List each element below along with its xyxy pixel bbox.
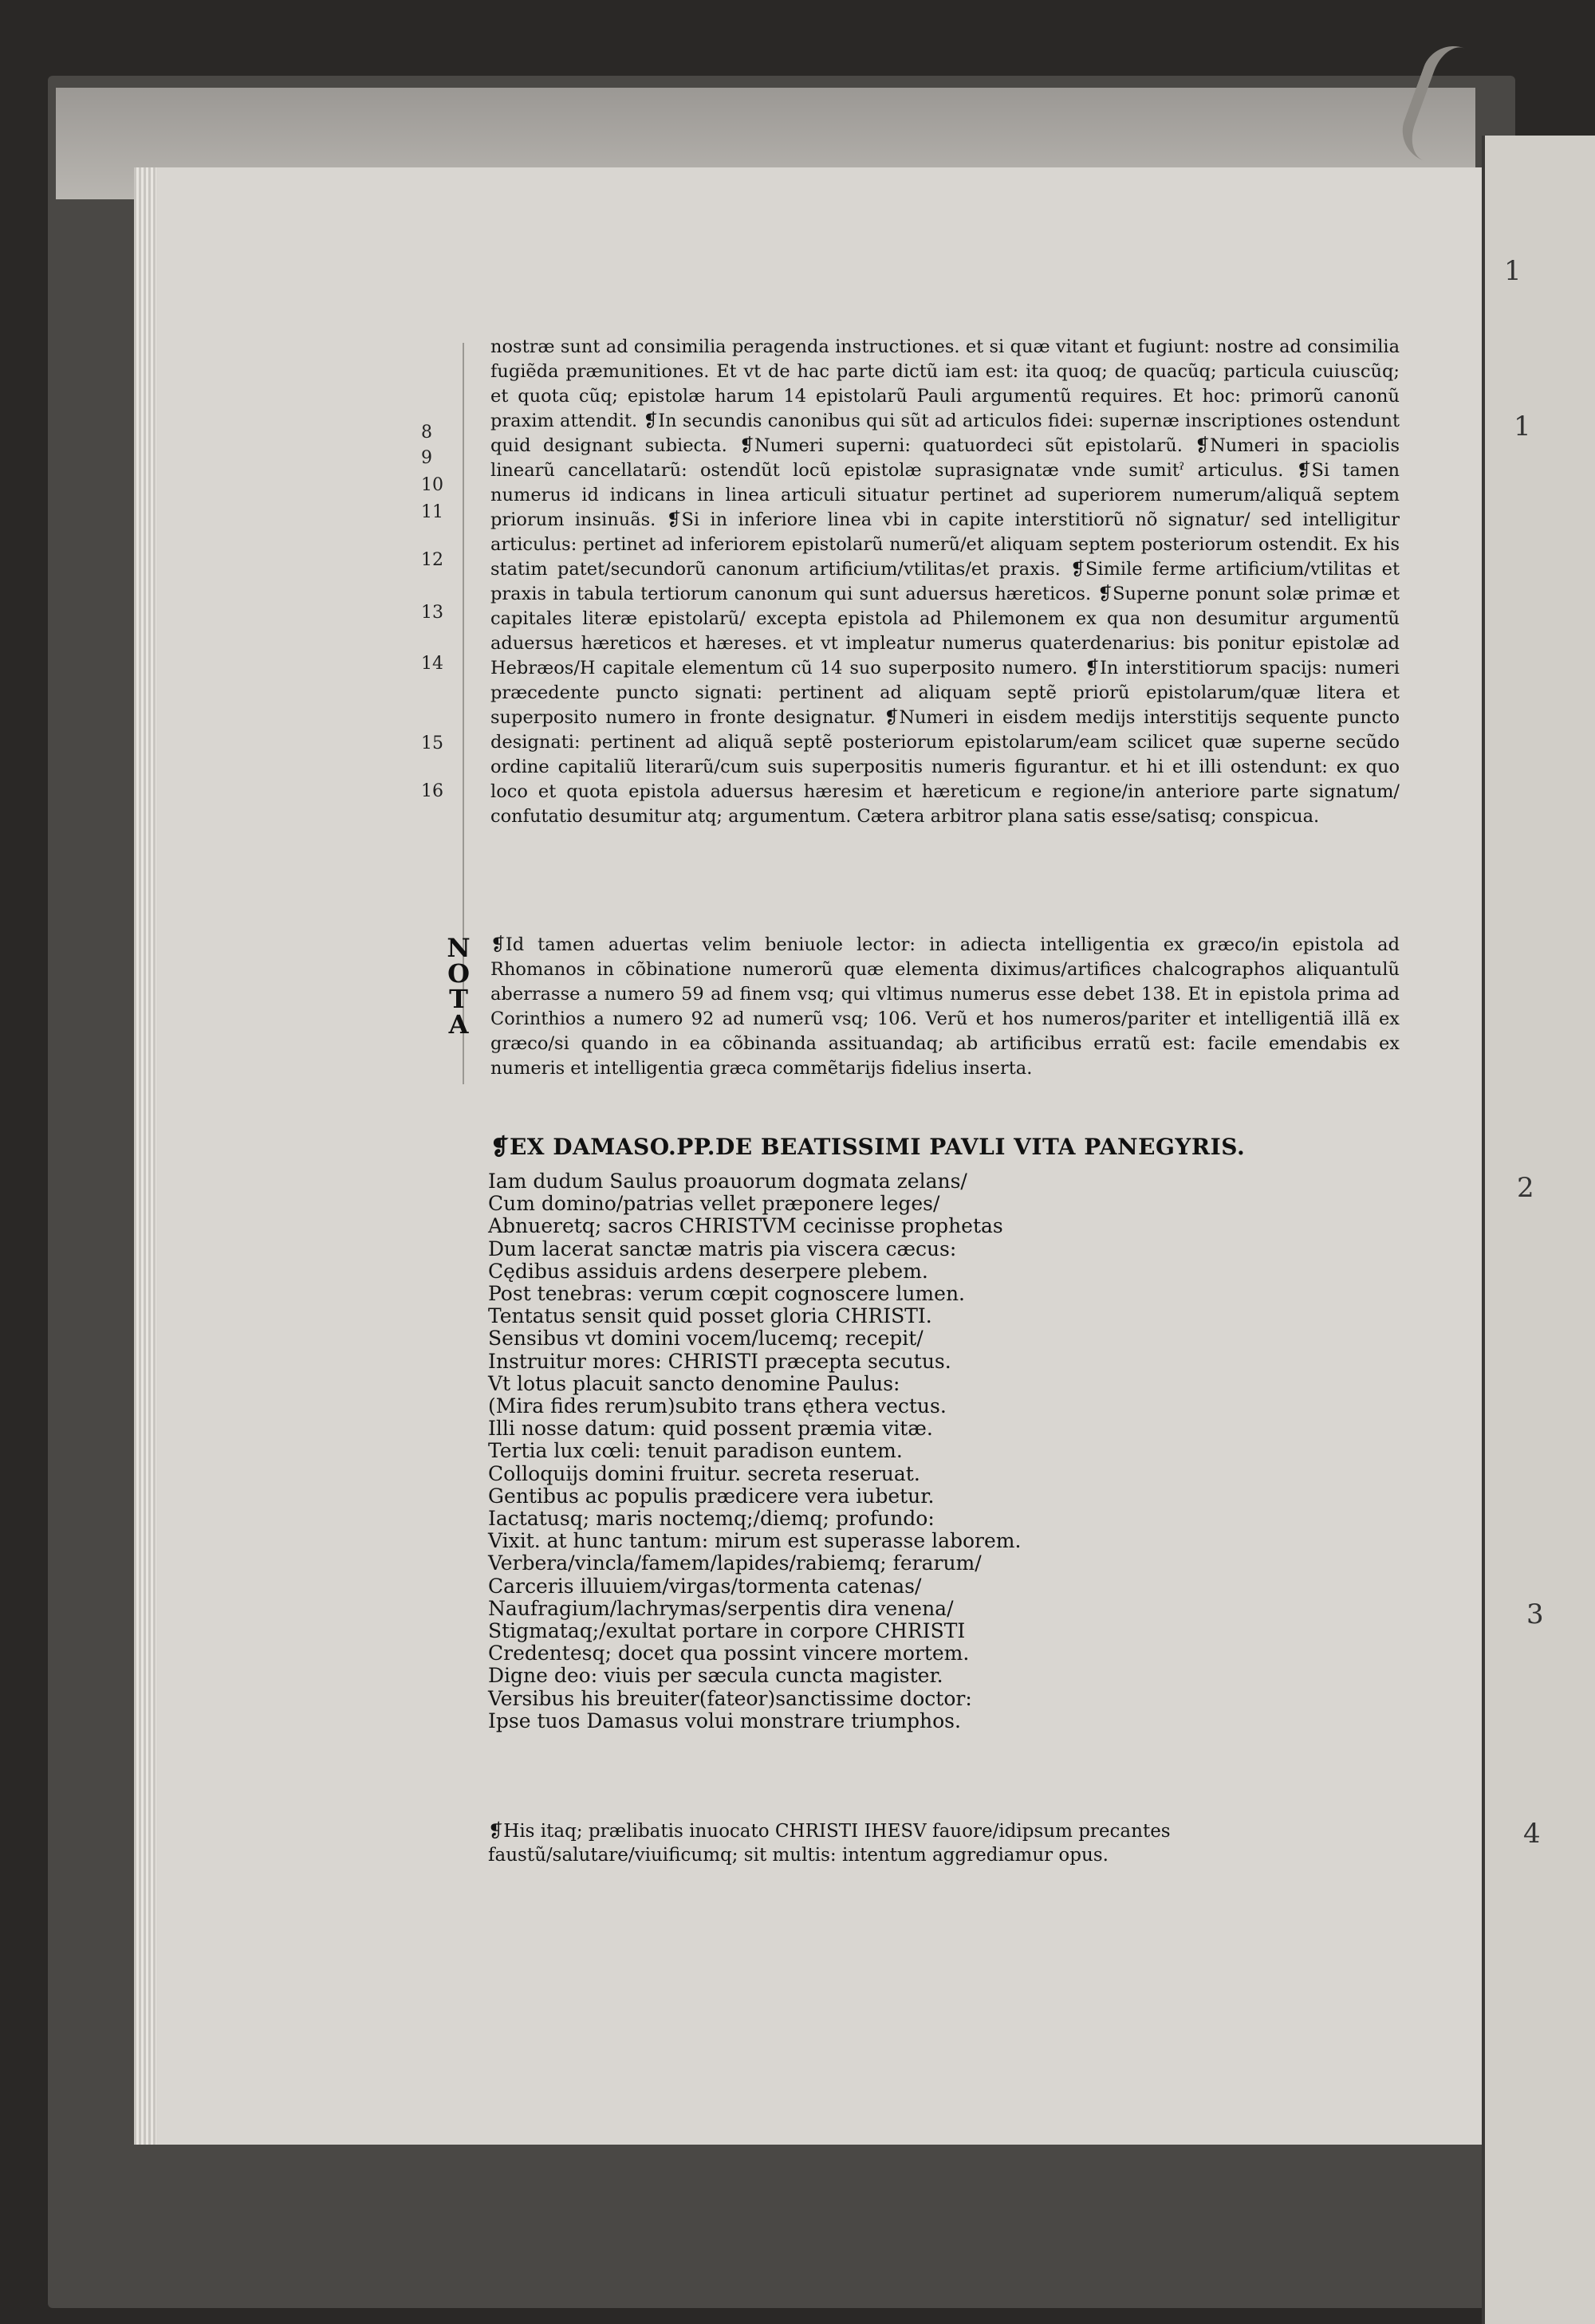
right-page-mark: 1 [1514,411,1531,442]
right-page-edge [1482,136,1595,2324]
margin-number: 8 [421,423,432,442]
margin-number: 9 [421,448,432,468]
commentary-paragraph: nostræ sunt ad consimilia peragenda instructiones. et si quæ vitant et fugiunt: nostre ad consimilia fugiẽda præmunitiones. Et vt de hac parte dictũ iam est: ita quoq; de quacũq; particula cuiuscũq; et quota cũq; epistolæ harum 14 epistolarũ Pauli argumentũ requires. Et hoc: primorũ canonũ praxim attendit. ❡In secundis canonibus qui sũt ad articulos fidei: supernæ inscriptiones ostendunt quid designant subiecta. ❡Numeri superni: quatuordeci sũt epistolarũ. ❡Numeri in spaciolis linearũ cancellatarũ: ostendũt locũ epistolæ suprasignatæ vnde sumitˀ articulus. ❡Si tamen numerus id indicans in linea articuli situatur pertinet ad superiorem numerum/aliquã septem priorum insinuãs. ❡Si in inferiore linea vbi in capite interstitiorũ nõ signatur/ sed intelligitur articulus: pertinet ad inferiorem epistolarũ numerũ/et aliquam septem posteriorum ostendit. Ex his statim patet/secundorũ canonum artificium/vtilitas/et praxis. ❡Simile ferme artificium/vtilitas et praxis in tabula tertiorum canonum qui sunt aduersus hæreticos. ❡Superne ponunt solæ primæ et capitales literæ epistolarũ/ excepta epistola ad Philemonem ex qua non desumitur argumentũ aduersus hæreticos et hæreses. et vt impleatur numerus quaterdenarius: bis ponitur epistolæ ad Hebræos/H capitale elementum cũ 14 suo superposito numero. ❡In interstitiorum spacijs: numeri præcedente puncto signati: pertinent ad aliquam septẽ priorũ epistolarum/quæ litera et superposito numero in fronte designatur. ❡Numeri in eisdem medijs interstitijs sequente puncto designati: pertinent ad aliquã septẽ posteriorum epistolarum/eam scilicet quæ superne secũdo ordine capitaliũ literarũ/cum suis superpositis numeris figurantur. et hi et illi ostendunt: ex quo loco et quota epistola aduersus hæresim et hæreticum e regione/in anteriore parte signatum/ confutatio desumitur atq; argumentum. Cætera arbitror plana satis esse/satisq; conspicua. [490,336,1400,827]
margin-number: 13 [421,603,443,623]
nota-paragraph: ❡Id tamen aduertas velim beniuole lector: in adiecta intelligentia ex græco/in epistola ad Rhomanos in cõbinatione numerorũ quæ elementa diximus/artifices chalcographos aliquantulũ aberrasse a numero 59 ad finem vsq; qui vltimus numerus esse debet 138. Et in epistola prima ad Corinthios a numero 92 ad numerũ vsq; 106. Verũ et hos numeros/pariter et intelligentiã illã ex græco/si quando in ea cõbinanda assituandaq; ab artificibus erratũ est: facile emendabis ex numeris et intelligentia græca commẽtarijs fidelius inserta. [490,934,1400,1079]
nota-letter: T [449,984,468,1014]
section-heading: ❡EX DAMASO.PP.DE BEATISSIMI PAVLI VITA PANEGYRIS. [490,1134,1246,1160]
margin-number: 14 [421,654,443,674]
nota-letter: O [447,958,470,989]
nota-letter: A [448,1009,469,1040]
poem-line: Dum lacerat sanctæ matris pia viscera cæcus: [488,1237,957,1260]
right-page-mark: 4 [1523,1818,1541,1850]
right-page-mark: 2 [1517,1172,1534,1204]
poem-line: Stigmataq;/exultat portare in corpore CHRISTI [488,1619,966,1643]
poem-line: Vixit. at hunc tantum: mirum est superasse laborem. [488,1529,1022,1553]
poem-line: Digne deo: viuis per sæcula cuncta magister. [488,1664,943,1688]
poem-line: Ipse tuos Damasus volui monstrare triumphos. [488,1709,961,1732]
poem-line: Iam dudum Saulus proauorum dogmata zelans/ [488,1170,967,1193]
page-edges [134,167,156,2145]
poem-line: Cędibus assiduis ardens deserpere plebem. [488,1259,928,1283]
poem-line: (Mira fides rerum)subito trans ęthera vectus. [488,1394,947,1418]
margin-number: 10 [421,475,443,495]
poem-line: Naufragium/lachrymas/serpentis dira venena/ [488,1596,954,1620]
right-page-mark: 1 [1504,255,1522,287]
margin-number: 11 [421,502,443,522]
poem-line: Gentibus ac populis prædicere vera iubetur. [488,1484,935,1508]
main-text [490,335,1400,829]
poem [488,1170,1365,1732]
margin-number: 12 [421,550,443,570]
poem-line: Tertia lux cœli: tenuit paradison euntem. [488,1439,903,1463]
margin-number: 15 [421,733,443,753]
poem-line: Versibus his breuiter(fateor)sanctissime doctor: [488,1686,972,1710]
margin-number: 16 [421,781,443,801]
closing-paragraph: ❡His itaq; prælibatis inuocato CHRISTI IHESV fauore/idipsum precantes faustũ/salutare/viuificumq; sit multis: intentum aggrediamur opus. [488,1821,1171,1866]
poem-line: Post tenebras: verum cœpit cognoscere lumen. [488,1282,965,1306]
poem-line: Sensibus vt domini vocem/lucemq; recepit/ [488,1327,924,1351]
right-page-mark: 3 [1526,1598,1544,1630]
poem-line: Tentatus sensit quid posset gloria CHRISTI. [488,1304,932,1328]
poem-line: Vt lotus placuit sancto denomine Paulus: [488,1371,900,1395]
poem-line: Colloquijs domini fruitur. secreta reseruat. [488,1461,920,1485]
poem-line: Abnueretq; sacros CHRISTVM cecinisse prophetas [488,1214,1003,1238]
poem-line: Instruitur mores: CHRISTI præcepta secutus. [488,1349,951,1373]
poem-line: Iactatusq; maris noctemq;/diemq; profundo: [488,1507,935,1531]
poem-line: Verbera/vincla/famem/lapides/rabiemq; ferarum/ [488,1551,982,1575]
poem-line: Cum domino/patrias vellet præponere leges/ [488,1192,940,1216]
nota-letter: N [447,933,471,963]
poem-line: Carceris illuuiem/virgas/tormenta catenas/ [488,1574,922,1598]
poem-line: Credentesq; docet qua possint vincere mortem. [488,1642,970,1665]
poem-line: Illi nosse datum: quid possent præmia vitæ. [488,1417,933,1441]
